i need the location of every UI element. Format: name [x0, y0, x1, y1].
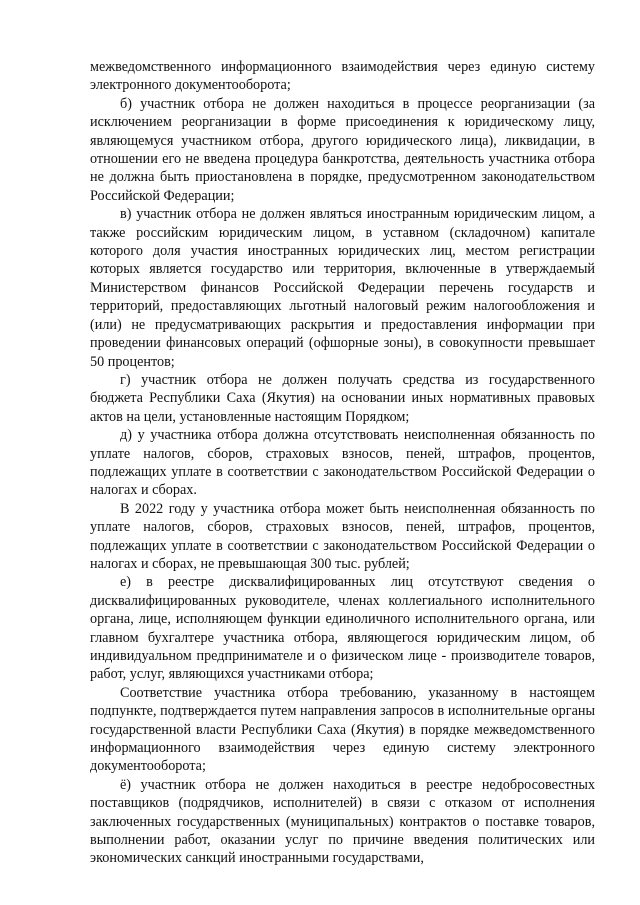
paragraph-item-v: в) участник отбора не должен являться иностранным юридическим лицом, а также российским юридическим лицом, в уставном (складочном) капитале которого доля участия иностранных юридических лиц, местом регистрации которых является государство или территория, включенные в утверждаемый Министерством финансов Российской Федерации перечень государств и территорий, предоставляющих льготный налоговый режим налогообложения и (или) не предусматривающих раскрытия и предоставления информации при проведении финансовых операций (офшорные зоны), в совокупности превышает 50 процентов; — [90, 206, 595, 370]
paragraph-2022-note: В 2022 году у участника отбора может быть неисполненная обязанность по уплате налогов, сборов, страховых взносов, пеней, штрафов, процентов, подлежащих уплате в соответствии с законодательством Российской Федерации о налогах и сборах, не превышающая 300 тыс. рублей; — [90, 500, 595, 572]
paragraph-item-d: д) у участника отбора должна отсутствовать неисполненная обязанность по уплате налогов, сборов, страховых взносов, пеней, штрафов, процентов, подлежащих уплате в соответствии с законодательством Российской Федерации о налогах и сборах. — [90, 427, 595, 499]
paragraph-item-b: б) участник отбора не должен находиться в процессе реорганизации (за исключением реорганизации в форме присоединения к юридическому лицу, являющемуся участником отбора, другого юридического лица), ликвидации, в отношении его не введена процедура банкротства, деятельность участника отбора не должна быть приостановлена в порядке, предусмотренном законодательством Российской Федерации; — [90, 95, 595, 204]
paragraph-item-e: е) в реестре дисквалифицированных лиц отсутствуют сведения о дисквалифицированных руководителе, членах коллегиального исполнительного органа, лице, исполняющем функции единоличного исполнительного органа, или главном бухгалтере участника отбора, являющегося юридическим лицом, об индивидуальном предпринимателе и о физическом лице - производителе товаров, работ, услуг, являющихся участниками отбора; — [90, 574, 595, 683]
paragraph-continuation: межведомственного информационного взаимодействия через единую систему электронного документооборота; — [90, 59, 595, 94]
paragraph-item-g: г) участник отбора не должен получать средства из государственного бюджета Республики Саха (Якутия) на основании иных нормативных правовых актов на цели, установленные настоящим Порядком; — [90, 371, 595, 425]
paragraph-compliance-note: Соответствие участника отбора требованию, указанному в настоящем подпункте, подтверждается путем направления запросов в исполнительные органы государственной власти Республики Саха (Якутия) в порядке межведомственного информационного взаимодействия через единую систему электронного документооборота; — [90, 684, 595, 775]
paragraph-item-yo: ё) участник отбора не должен находиться в реестре недобросовестных поставщиков (подрядчиков, исполнителей) в связи с отказом от исполнения заключенных государственных (муниципальных) контрактов о поставке товаров, выполнении работ, оказании услуг по причине введения политических или экономических санкций иностранными государствами, — [90, 776, 595, 867]
document-page — [90, 58, 595, 868]
